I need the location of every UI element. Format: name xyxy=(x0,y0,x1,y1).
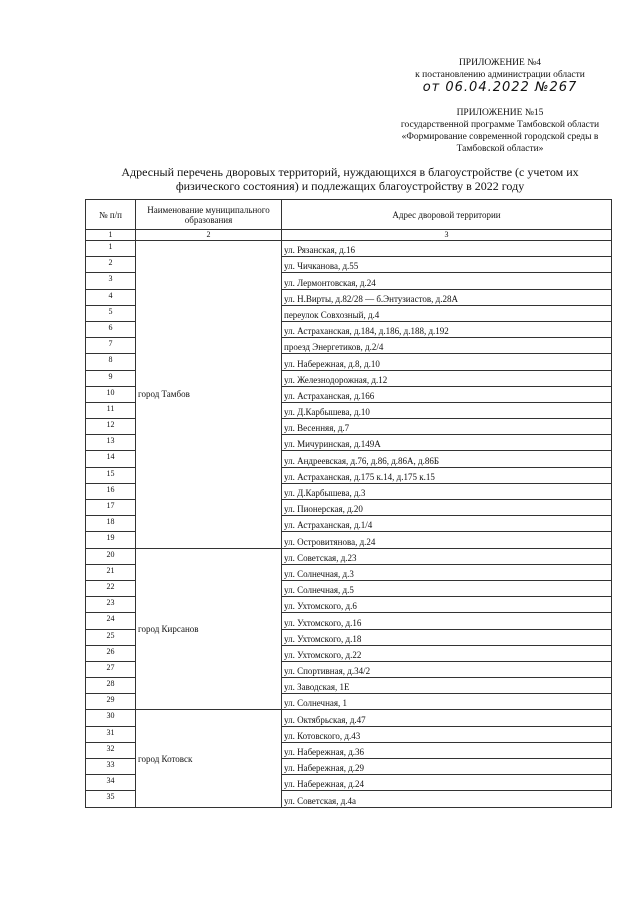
column-number-1: 1 xyxy=(86,230,136,241)
row-number: 12 xyxy=(86,419,136,435)
header-address: Адрес дворовой территории xyxy=(282,200,612,230)
municipality-cell: город Тамбов xyxy=(136,241,282,549)
address-cell: ул. Котовского, д.43 xyxy=(282,726,612,742)
row-number: 16 xyxy=(86,483,136,499)
address-cell: ул. Ухтомского, д.16 xyxy=(282,613,612,629)
appendix-15-line-2: «Формирование современной городской среды в xyxy=(401,132,599,142)
address-cell: ул. Советская, д.23 xyxy=(282,548,612,564)
row-number: 26 xyxy=(86,645,136,661)
row-number: 2 xyxy=(86,257,136,273)
address-cell: ул. Пионерская, д.20 xyxy=(282,500,612,516)
address-cell: ул. Набережная, д.8, д.10 xyxy=(282,354,612,370)
row-number: 35 xyxy=(86,791,136,807)
row-number: 13 xyxy=(86,435,136,451)
address-cell: ул. Советская, д.4а xyxy=(282,791,612,807)
address-cell: ул. Рязанская, д.16 xyxy=(282,241,612,257)
row-number: 6 xyxy=(86,321,136,337)
address-cell: ул. Чичканова, д.55 xyxy=(282,257,612,273)
row-number: 8 xyxy=(86,354,136,370)
address-cell: ул. Набережная, д.24 xyxy=(282,775,612,791)
address-cell: ул. Ухтомского, д.18 xyxy=(282,629,612,645)
row-number: 14 xyxy=(86,451,136,467)
address-cell: ул. Н.Вирты, д.82/28 — б.Энтузиастов, д.28А xyxy=(282,289,612,305)
row-number: 7 xyxy=(86,338,136,354)
address-cell: ул. Лермонтовская, д.24 xyxy=(282,273,612,289)
appendix-15-line-3: Тамбовской области» xyxy=(456,144,544,154)
table-header-row xyxy=(86,200,612,230)
row-number: 24 xyxy=(86,613,136,629)
row-number: 10 xyxy=(86,386,136,402)
address-cell: ул. Астраханская, д.1/4 xyxy=(282,516,612,532)
address-cell: ул. Мичуринская, д.149А xyxy=(282,435,612,451)
address-cell: ул. Весенняя, д.7 xyxy=(282,419,612,435)
appendix-4-title: ПРИЛОЖЕНИЕ №4 xyxy=(458,58,542,68)
row-number: 19 xyxy=(86,532,136,548)
address-cell: ул. Солнечная, д.5 xyxy=(282,580,612,596)
table-row xyxy=(86,548,612,564)
row-number: 1 xyxy=(86,241,136,257)
row-number: 30 xyxy=(86,710,136,726)
address-cell: ул. Островитянова, д.24 xyxy=(282,532,612,548)
row-number: 15 xyxy=(86,467,136,483)
municipality-cell: город Кирсанов xyxy=(136,548,282,710)
address-cell: ул. Д.Карбышева, д.3 xyxy=(282,483,612,499)
address-cell: ул. Астраханская, д.175 к.14, д.175 к.15 xyxy=(282,467,612,483)
municipality-cell: город Котовск xyxy=(136,710,282,807)
appendix-4-header xyxy=(370,57,630,95)
handwritten-date-number: от 06.04.2022 №267 xyxy=(422,80,578,95)
row-number: 28 xyxy=(86,678,136,694)
row-number: 18 xyxy=(86,516,136,532)
address-cell: ул. Солнечная, 1 xyxy=(282,694,612,710)
column-number-2: 2 xyxy=(136,230,282,241)
address-cell: ул. Астраханская, д.184, д.186, д.188, д.192 xyxy=(282,321,612,337)
row-number: 22 xyxy=(86,580,136,596)
header-municipality: Наименование муниципального образования xyxy=(136,200,282,230)
row-number: 11 xyxy=(86,402,136,418)
table-row xyxy=(86,241,612,257)
address-cell: ул. Солнечная, д.3 xyxy=(282,564,612,580)
column-number-row xyxy=(86,230,612,241)
document-title: Адресный перечень дворовых территорий, нуждающихся в благоустройстве (с учетом их физического состояния) и подлежащих благоустройству в 2022 году xyxy=(121,165,579,193)
row-number: 17 xyxy=(86,500,136,516)
row-number: 34 xyxy=(86,775,136,791)
row-number: 25 xyxy=(86,629,136,645)
row-number: 27 xyxy=(86,661,136,677)
address-table xyxy=(85,199,612,808)
appendix-15-header xyxy=(370,107,630,155)
row-number: 21 xyxy=(86,564,136,580)
row-number: 9 xyxy=(86,370,136,386)
row-number: 23 xyxy=(86,597,136,613)
row-number: 29 xyxy=(86,694,136,710)
address-cell: ул. Андреевская, д.76, д.86, д.86А, д.86Б xyxy=(282,451,612,467)
address-cell: ул. Железнодорожная, д.12 xyxy=(282,370,612,386)
row-number: 5 xyxy=(86,305,136,321)
column-number-3: 3 xyxy=(282,230,612,241)
appendix-15-line-1: государственной программе Тамбовской области xyxy=(400,120,600,130)
address-cell: ул. Ухтомского, д.22 xyxy=(282,645,612,661)
row-number: 3 xyxy=(86,273,136,289)
appendix-15-title: ПРИЛОЖЕНИЕ №15 xyxy=(456,108,544,118)
address-cell: ул. Спортивная, д.34/2 xyxy=(282,661,612,677)
address-cell: ул. Набережная, д.29 xyxy=(282,759,612,775)
row-number: 32 xyxy=(86,742,136,758)
address-cell: переулок Совхозный, д.4 xyxy=(282,305,612,321)
address-cell: ул. Заводская, 1Е xyxy=(282,678,612,694)
address-cell: проезд Энергетиков, д.2/4 xyxy=(282,338,612,354)
row-number: 31 xyxy=(86,726,136,742)
address-cell: ул. Ухтомского, д.6 xyxy=(282,597,612,613)
appendix-4-line: к постановлению администрации области xyxy=(415,70,585,80)
header-number: № п/п xyxy=(86,200,136,230)
address-cell: ул. Астраханская, д.166 xyxy=(282,386,612,402)
address-cell: ул. Д.Карбышева, д.10 xyxy=(282,402,612,418)
address-cell: ул. Октябрьская, д.47 xyxy=(282,710,612,726)
row-number: 20 xyxy=(86,548,136,564)
table-body xyxy=(86,241,612,808)
address-cell: ул. Набережная, д.36 xyxy=(282,742,612,758)
table-row xyxy=(86,710,612,726)
row-number: 4 xyxy=(86,289,136,305)
row-number: 33 xyxy=(86,759,136,775)
